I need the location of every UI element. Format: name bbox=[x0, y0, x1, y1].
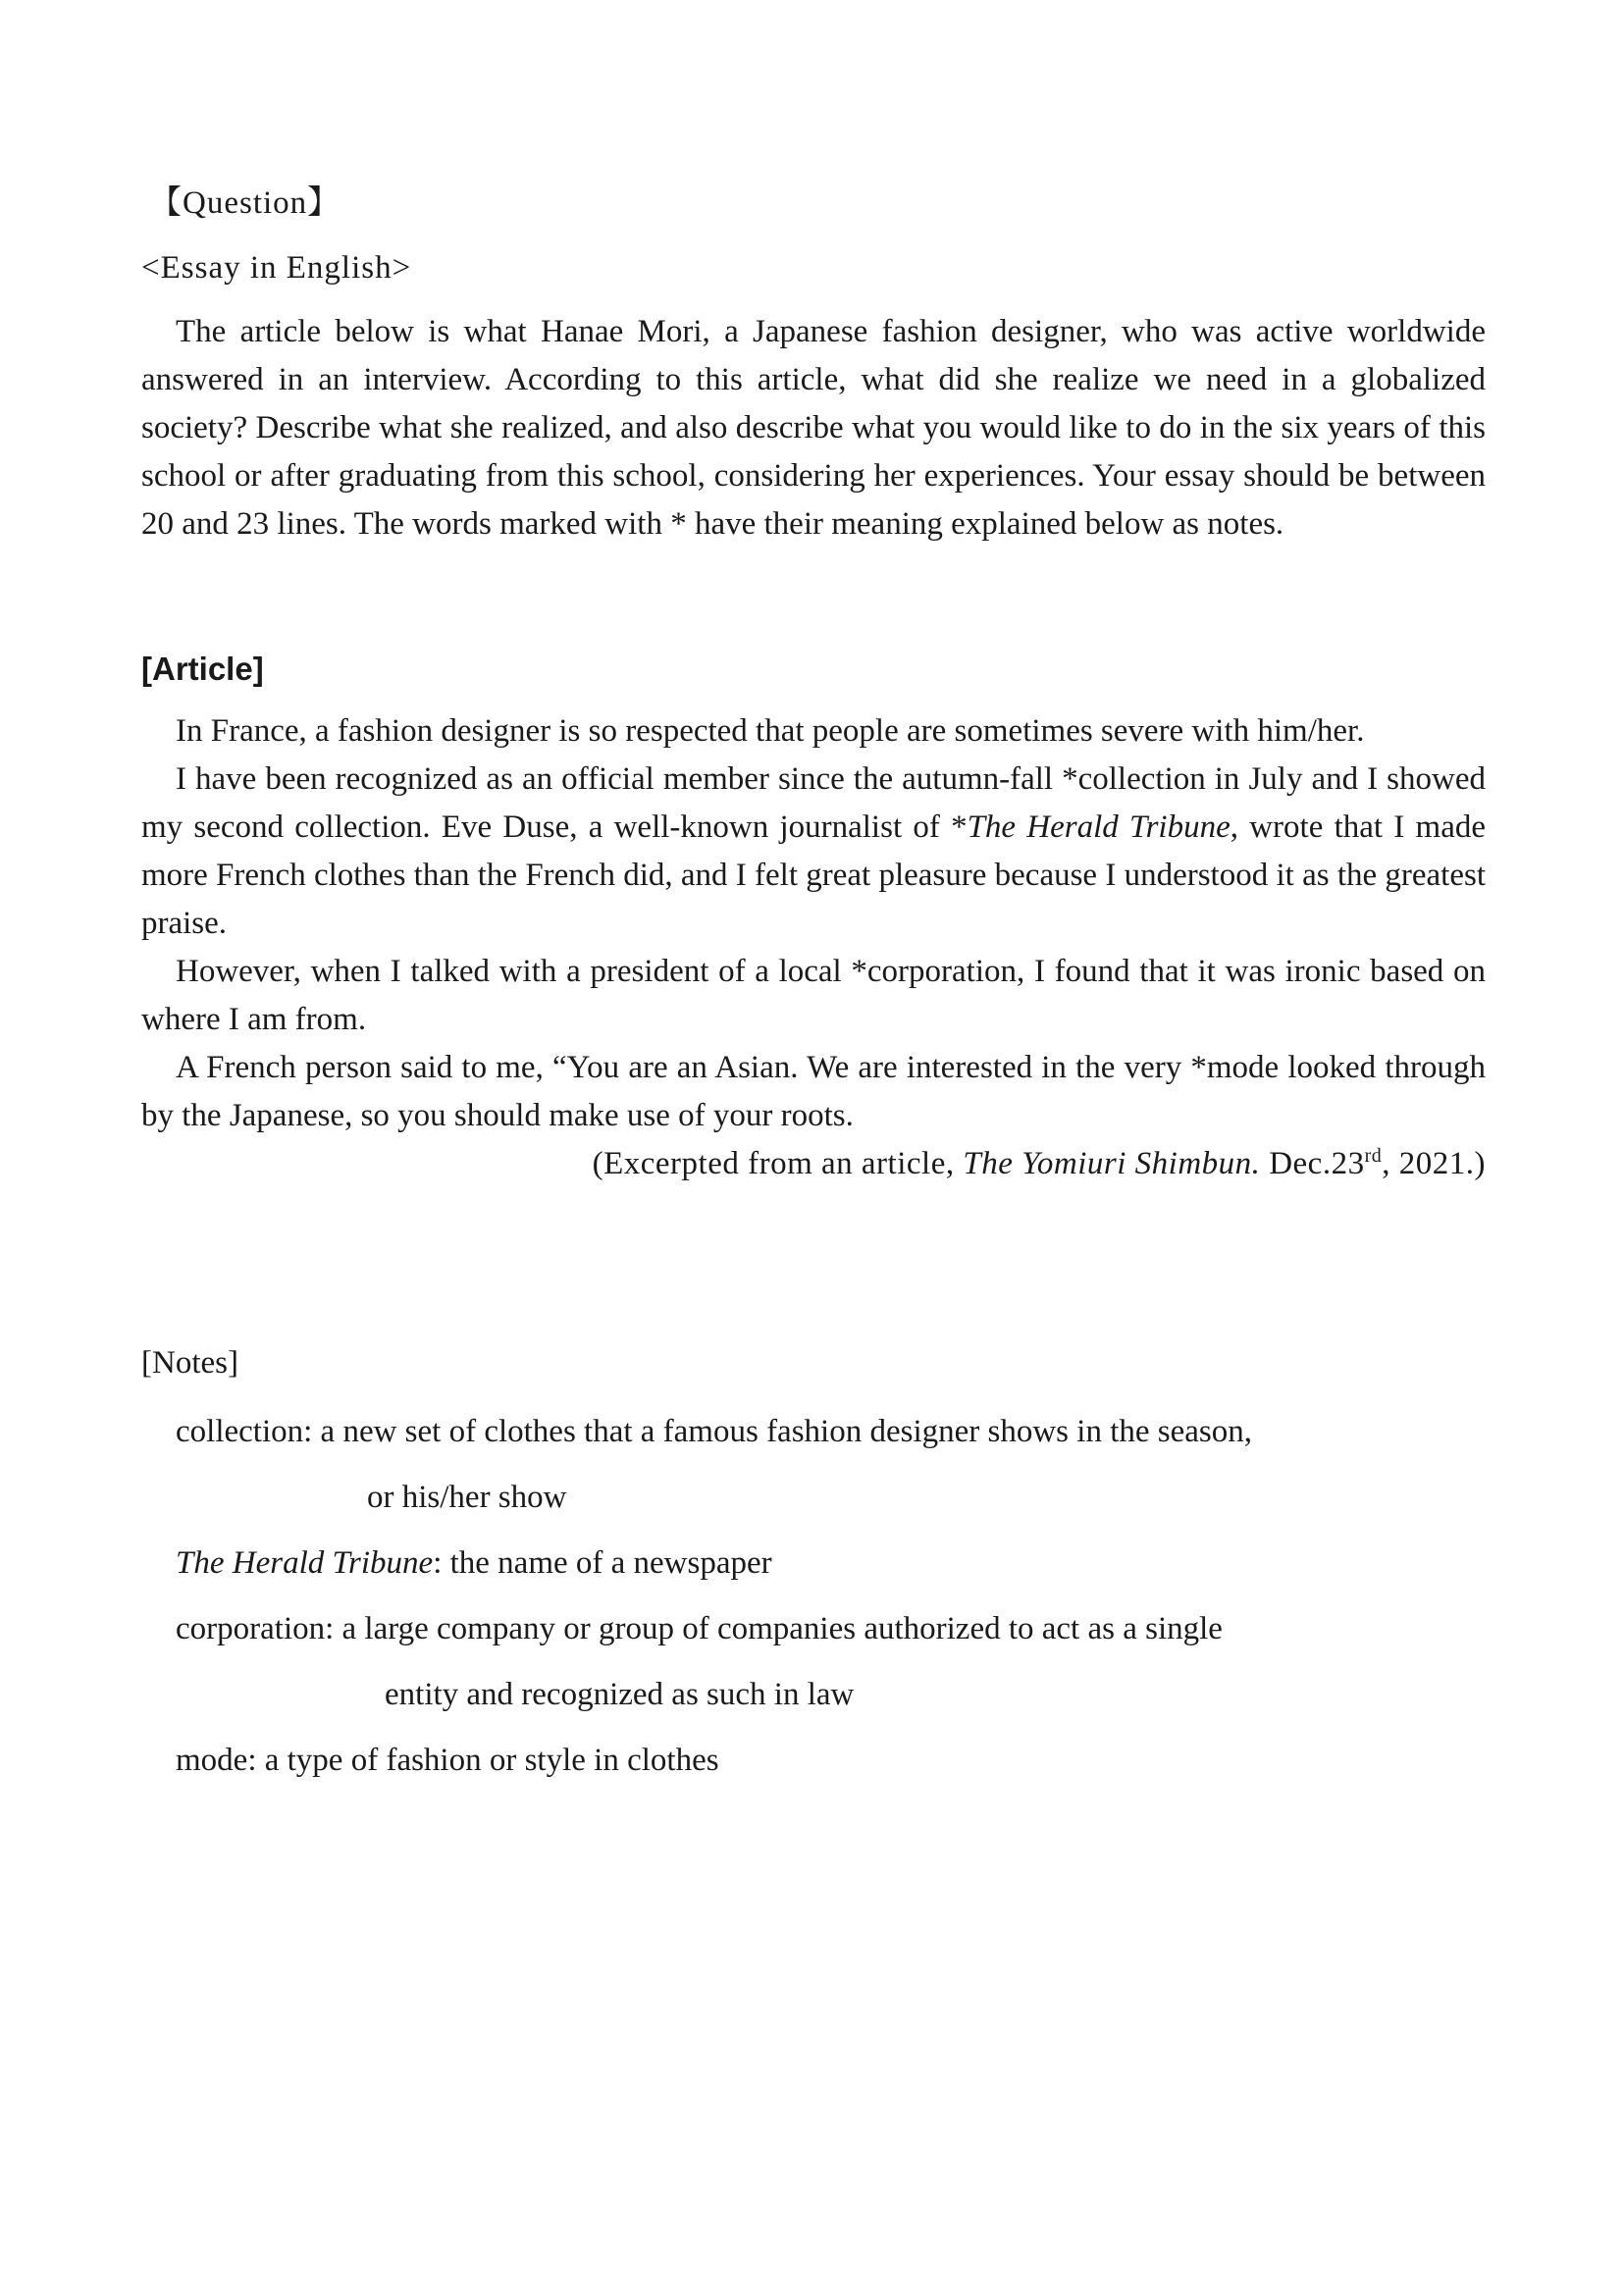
question-prompt: The article below is what Hanae Mori, a Japanese fashion designer, who was active worldwide answered in an interview. According to this article, what did she realize we need in a globalized society? Describe what she realized, and also describe what you would like to do in the six years of this school or after graduating from this school, considering her experiences. Your essay should be between 20 and 23 lines. The words marked with * have their meaning explained below as notes. bbox=[141, 314, 1486, 542]
article-paragraph-2 bbox=[141, 756, 1486, 948]
note-herald-tribune bbox=[176, 1531, 1486, 1596]
article-paragraph-1: In France, a fashion designer is so respected that people are sometimes severe with him/her. bbox=[176, 713, 1365, 749]
article-heading: [Article] bbox=[141, 651, 264, 687]
article-source bbox=[141, 1140, 1486, 1188]
article-paragraph-2-newspaper: The Herald Tribune bbox=[967, 809, 1230, 845]
notes-list bbox=[141, 1399, 1486, 1794]
notes-heading: [Notes] bbox=[141, 1345, 238, 1381]
note-corporation-continued: entity and recognized as such in law bbox=[385, 1677, 855, 1712]
article-paragraph-2-text-a: I have been recognized as an official member since the autumn-fall *collection in July and I showed my second collection. Eve Duse, a well-known journalist of * bbox=[141, 761, 1486, 845]
note-definition: : the name of a newspaper bbox=[433, 1545, 772, 1581]
source-date: Dec.23 bbox=[1260, 1146, 1365, 1181]
note-collection-continued: or his/her show bbox=[367, 1480, 567, 1515]
note-corporation bbox=[176, 1596, 1486, 1662]
note-mode bbox=[176, 1728, 1486, 1794]
essay-heading: <Essay in English> bbox=[141, 250, 412, 286]
note-definition: : a type of fashion or style in clothes bbox=[247, 1743, 719, 1778]
source-publication: The Yomiuri Shimbun. bbox=[963, 1146, 1261, 1181]
note-term: collection bbox=[176, 1414, 304, 1449]
note-term: The Herald Tribune bbox=[176, 1545, 434, 1581]
source-date-suffix: rd bbox=[1364, 1145, 1383, 1167]
note-definition: : a large company or group of companies authorized to act as a single bbox=[325, 1611, 1223, 1646]
article-paragraph-3: However, when I talked with a president of a local *corporation, I found that it was ironic based on where I am from. bbox=[141, 954, 1486, 1037]
exam-page bbox=[141, 177, 1486, 1794]
article-paragraph-4: A French person said to me, “You are an Asian. We are interested in the very *mode looked through by the Japanese, so you should make use of your roots. bbox=[141, 1050, 1486, 1133]
source-text-a: (Excerpted from an article, bbox=[592, 1146, 964, 1181]
note-term: mode bbox=[176, 1743, 248, 1778]
article-section bbox=[141, 651, 1486, 1188]
note-definition: : a new set of clothes that a famous fashion designer shows in the season, bbox=[303, 1414, 1252, 1449]
question-heading: 【Question】 bbox=[149, 185, 341, 221]
article-paragraph-2-text-b: , wrote that I made more French clothes than the French did, and I felt great pleasure because I understood it as the greatest praise. bbox=[141, 809, 1486, 941]
source-text-b: , 2021.) bbox=[1382, 1146, 1486, 1181]
note-term: corporation bbox=[176, 1611, 326, 1646]
note-collection bbox=[176, 1399, 1486, 1465]
